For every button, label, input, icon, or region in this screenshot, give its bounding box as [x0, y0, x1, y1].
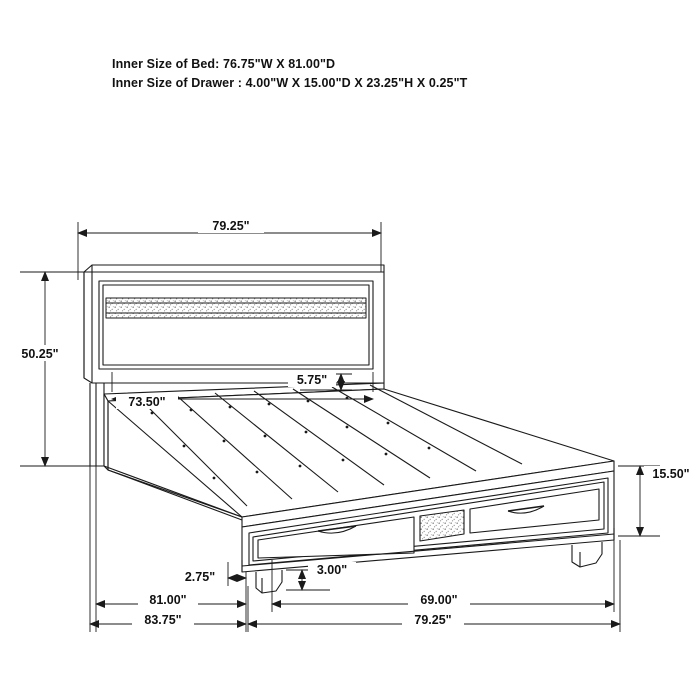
dim-leg-offset: 2.75" — [184, 570, 216, 584]
dim-side-length-outer: 83.75" — [144, 613, 182, 627]
note-inner-size-drawer: Inner Size of Drawer : 4.00"W X 15.00"D X 23.25"H X 0.25"T — [112, 76, 468, 90]
dim-footboard-inner: 69.00" — [420, 593, 458, 607]
dim-side-length: 81.00" — [149, 593, 187, 607]
note-inner-size-bed: Inner Size of Bed: 76.75"W X 81.00"D — [112, 57, 336, 71]
dim-headboard-panel-width: 73.50" — [128, 395, 166, 409]
dim-leg-clearance: 3.00" — [316, 563, 348, 577]
dim-drawer-height: 15.50" — [652, 467, 690, 481]
dim-headboard-width: 79.25" — [212, 219, 250, 233]
dim-rail-height: 5.75" — [296, 373, 328, 387]
dim-footboard-outer: 79.25" — [414, 613, 452, 627]
bed-body — [84, 265, 614, 593]
dim-overall-height: 50.25" — [21, 347, 59, 361]
